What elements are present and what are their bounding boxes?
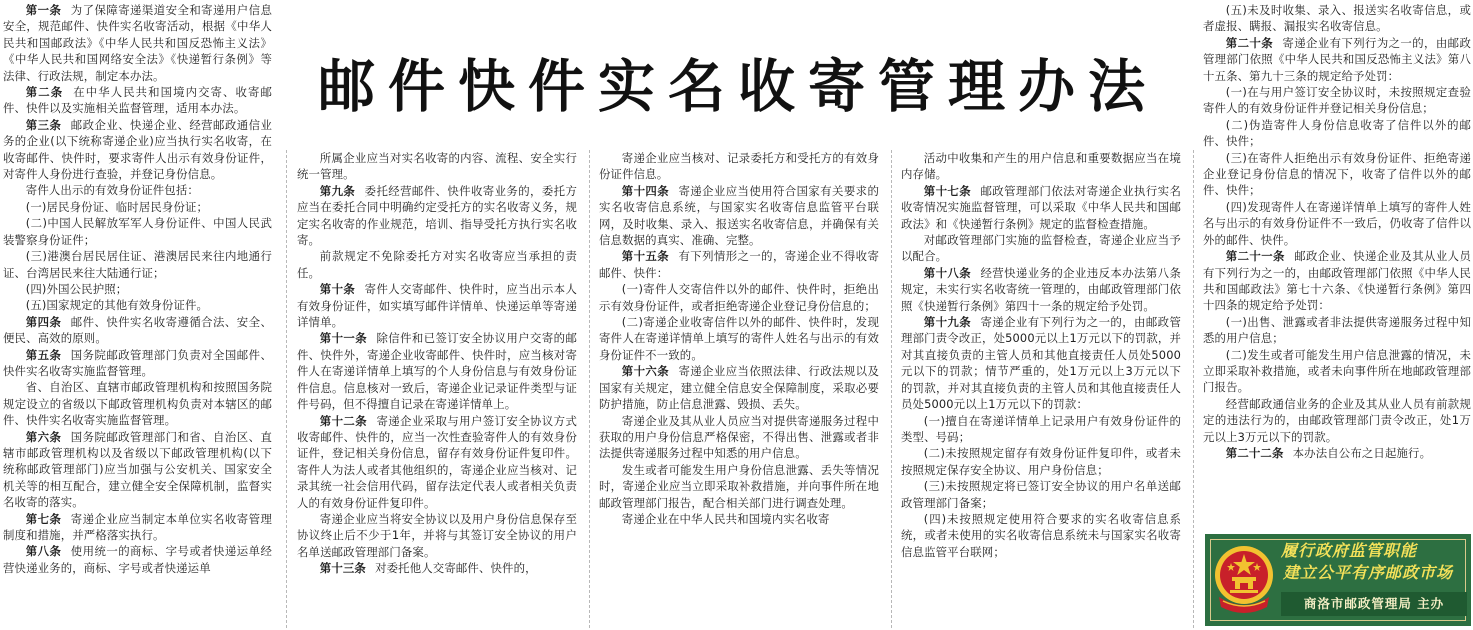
sponsor-banner xyxy=(1205,534,1471,626)
article-paragraph xyxy=(599,248,879,281)
article-text: 对邮政管理部门实施的监督检查，寄递企业应当予以配合。 xyxy=(901,233,1181,264)
article-paragraph xyxy=(1203,396,1471,445)
article-number: 第十五条 xyxy=(621,249,670,264)
column-divider xyxy=(891,150,892,628)
article-text: 寄递企业及其从业人员应当对提供寄递服务过程中获取的用户身份信息严格保密，不得出售、泄露或者非法提供寄递服务过程中知悉的用户信息。 xyxy=(599,413,879,461)
article-number: 第九条 xyxy=(319,183,356,198)
article-number: 第十二条 xyxy=(319,413,368,428)
article-text: (三)在寄件人拒绝出示有效身份证件、拒绝寄递企业登记身份信息的情况下，收寄了信件以外的邮件、快件； xyxy=(1203,150,1471,198)
article-paragraph xyxy=(901,183,1181,232)
article-paragraph xyxy=(901,413,1181,446)
article-paragraph xyxy=(3,248,272,281)
article-text: 国务院邮政管理部门负责对全国邮件、快件实名收寄实施监督管理。 xyxy=(3,347,272,378)
article-paragraph xyxy=(1203,84,1471,117)
article-text: 有下列情形之一的，寄递企业不得收寄邮件、快件： xyxy=(599,249,879,280)
article-text: 寄递企业应当制定本单位实名收寄管理制度和措施，并严格落实执行。 xyxy=(3,511,272,542)
article-paragraph xyxy=(297,248,577,281)
article-text: 寄递企业在中华人民共和国境内实名收寄 xyxy=(621,511,830,526)
article-column-4 xyxy=(901,150,1181,630)
article-paragraph xyxy=(599,462,879,511)
article-paragraph xyxy=(3,314,272,347)
article-paragraph xyxy=(3,429,272,511)
article-number: 第二十二条 xyxy=(1225,445,1284,460)
national-emblem-icon xyxy=(1211,539,1277,617)
article-text: (一)居民身份证、临时居民身份证； xyxy=(25,199,209,214)
article-text: 国务院邮政管理部门和省、自治区、直辖市邮政管理机构以及省级以下邮政管理机构(以下统称邮政管理部门)应当加强与公安机关、国家安全机关等的相互配合，建立健全安全保障机制，监督实名收寄的落实。 xyxy=(3,429,272,510)
article-paragraph xyxy=(297,281,577,330)
article-number: 第六条 xyxy=(25,429,62,444)
article-paragraph xyxy=(297,183,577,249)
article-number: 第四条 xyxy=(25,314,62,329)
article-text: (二)中国人民解放军军人身份证件、中国人民武装警察身份证件； xyxy=(3,216,272,247)
article-number: 第十七条 xyxy=(923,183,972,198)
article-text: 经营邮政通信业务的企业及其从业人员有前款规定的违法行为的，由邮政管理部门责令改正，处1万元以上3万元以下的罚款。 xyxy=(1203,396,1471,444)
article-number: 第十三条 xyxy=(319,561,366,576)
article-text: 发生或者可能发生用户身份信息泄露、丢失等情况时，寄递企业应当立即采取补救措施，并向事件所在地邮政管理部门报告，配合相关部门进行调查处理。 xyxy=(599,462,879,510)
article-text: 寄递企业采取与用户签订安全协议方式收寄邮件、快件的，应当一次性查验寄件人的有效身份证件，登记相关身份信息，留存有效身份证件复印件。寄件人为法人或者其他组织的，寄递企业应当核对、记录其统一社会信用代码，留存法定代表人或者相关负责人的有效身份证件复印件。 xyxy=(297,413,577,510)
article-paragraph xyxy=(3,511,272,544)
article-paragraph xyxy=(297,511,577,560)
article-paragraph xyxy=(599,511,879,527)
article-text: 邮政企业、快递企业及其从业人员有下列行为之一的，由邮政管理部门依照《中华人民共和国邮政法》第七十六条、《快递暂行条例》第四十四条的规定给予处罚： xyxy=(1203,249,1471,313)
article-paragraph xyxy=(901,232,1181,265)
article-number: 第七条 xyxy=(25,511,62,526)
article-paragraph xyxy=(1203,199,1471,248)
article-text: (二)发生或者可能发生用户信息泄露的情况，未立即采取补救措施，或者未向事件所在地邮政管理部门报告。 xyxy=(1203,347,1471,395)
article-paragraph xyxy=(1203,2,1471,35)
article-text: 邮政管理部门依法对寄递企业执行实名收寄情况实施监督管理，可以采取《中华人民共和国邮政法》和《快递暂行条例》规定的监督检查措施。 xyxy=(901,183,1181,231)
article-text: 前款规定不免除委托方对实名收寄应当承担的责任。 xyxy=(297,249,577,280)
article-paragraph xyxy=(3,199,272,215)
article-paragraph xyxy=(1203,248,1471,314)
article-text: 在中华人民共和国境内交寄、收寄邮件、快件以及实施相关监督管理，适用本办法。 xyxy=(3,85,272,116)
article-number: 第十八条 xyxy=(923,265,972,280)
article-column-3 xyxy=(599,150,879,630)
article-number: 第二条 xyxy=(25,85,64,100)
column-divider xyxy=(589,150,590,628)
article-text: 寄递企业有下列行为之一的，由邮政管理部门依照《中华人民共和国反恐怖主义法》第八十五条、第九十三条的规定给予处罚： xyxy=(1203,35,1471,83)
article-text: (五)未及时收集、录入、报送实名收寄信息，或者虚报、瞒报、漏报实名收寄信息。 xyxy=(1203,3,1471,34)
article-text: 活动中收集和产生的用户信息和重要数据应当在境内存储。 xyxy=(901,151,1181,182)
article-text: 所属企业应当对实名收寄的内容、流程、安全实行统一管理。 xyxy=(297,151,577,182)
article-paragraph xyxy=(599,363,879,412)
article-paragraph xyxy=(3,543,272,576)
slogan-line-2: 建立公平有序邮政市场 xyxy=(1283,563,1454,582)
article-text: 寄递企业应当将安全协议以及用户身份信息保存至协议终止后不少于1年，并将与其签订安全协议的用户名单送邮政管理部门备案。 xyxy=(297,511,577,559)
slogan-line-1: 履行政府监管职能 xyxy=(1281,541,1418,560)
article-number: 第二十一条 xyxy=(1225,249,1285,264)
article-text: (二)未按照规定留存有效身份证件复印件，或者未按照规定保存安全协议、用户身份信息； xyxy=(901,446,1181,477)
column-divider xyxy=(1193,150,1194,628)
article-text: 本办法自公布之日起施行。 xyxy=(1292,445,1432,460)
article-paragraph xyxy=(1203,150,1471,199)
article-paragraph xyxy=(901,478,1181,511)
article-paragraph xyxy=(901,511,1181,560)
article-number: 第十一条 xyxy=(319,331,368,346)
article-number: 第三条 xyxy=(25,117,62,132)
article-text: (一)在与用户签订安全协议时，未按照规定查验寄件人的有效身份证件并登记相关身份信息； xyxy=(1203,85,1471,116)
article-text: (四)外国公民护照； xyxy=(25,281,128,296)
article-number: 第十四条 xyxy=(621,183,670,198)
article-paragraph xyxy=(599,281,879,314)
article-paragraph xyxy=(901,150,1181,183)
article-paragraph xyxy=(901,314,1181,412)
article-text: 除信件和已签订安全协议用户交寄的邮件、快件外，寄递企业收寄邮件、快件时，应当核对寄件人在寄递详情单上填写的个人身份信息与有效身份证件信息。信息核对一致后，寄递企业记录证件类型与证件号码，但不得擅自记录在寄递详情单上。 xyxy=(297,331,577,412)
article-column-2 xyxy=(297,150,577,630)
article-number: 第十条 xyxy=(319,282,356,297)
banner-slogan xyxy=(1281,540,1465,584)
article-text: 使用统一的商标、字号或者快递运单经营快递业务的，商标、字号或者快递运单 xyxy=(3,544,272,575)
article-paragraph xyxy=(901,445,1181,478)
article-column-5 xyxy=(1203,2,1471,522)
article-paragraph xyxy=(297,330,577,412)
article-text: 邮政企业、快递企业、经营邮政通信业务的企业(以下统称寄递企业)应当执行实名收寄，在收寄邮件、快件时，要求寄件人出示有效身份证件，对寄件人身份进行查验，并登记身份信息。 xyxy=(3,117,272,182)
article-paragraph xyxy=(599,314,879,363)
column-divider xyxy=(286,150,287,628)
article-paragraph xyxy=(1203,347,1471,396)
article-number: 第五条 xyxy=(25,347,62,362)
article-paragraph xyxy=(3,281,272,297)
article-text: 对委托他人交寄邮件、快件的， xyxy=(375,561,537,576)
article-paragraph xyxy=(599,150,879,183)
article-number: 第二十条 xyxy=(1225,35,1274,50)
article-text: (五)国家规定的其他有效身份证件。 xyxy=(25,298,209,313)
article-paragraph xyxy=(3,215,272,248)
article-text: (四)未按照规定使用符合要求的实名收寄信息系统，或者未使用的实名收寄信息系统未与国家实名收寄信息监管平台联网； xyxy=(901,511,1181,559)
article-text: (三)未按照规定将已签订安全协议的用户名单送邮政管理部门备案； xyxy=(901,479,1181,510)
article-column-1 xyxy=(3,2,272,630)
article-number: 第十九条 xyxy=(923,315,972,330)
article-paragraph xyxy=(3,297,272,313)
article-text: 寄递企业应当使用符合国家有关要求的实名收寄信息系统，与国家实名收寄信息监管平台联网，及时收集、录入、报送实名收寄信息，并确保有关信息数据的真实、准确、完整。 xyxy=(599,183,879,248)
article-paragraph xyxy=(3,84,272,117)
article-text: 寄件人交寄邮件、快件时，应当出示本人有效身份证件，如实填写邮件详情单、快递运单等寄递详情单。 xyxy=(297,282,577,330)
article-text: 为了保障寄递渠道安全和寄递用户信息安全，规范邮件、快件实名收寄活动，根据《中华人民共和国邮政法》《中华人民共和国反恐怖主义法》《中华人民共和国网络安全法》《快递暂行条例》等法律、行政法规，制定本办法。 xyxy=(3,3,272,83)
article-text: 寄递企业应当核对、记录委托方和受托方的有效身份证件信息。 xyxy=(599,151,879,182)
article-text: (一)寄件人交寄信件以外的邮件、快件时，拒绝出示有效身份证件，或者拒绝寄递企业登记身份信息的； xyxy=(599,282,879,313)
page-title: 邮件快件实名收寄管理办法 xyxy=(318,54,1158,120)
article-text: (二)寄递企业收寄信件以外的邮件、快件时，发现寄件人在寄递详情单上填写的寄件人姓名与出示的有效身份证件不一致的。 xyxy=(599,315,879,362)
article-number: 第八条 xyxy=(25,544,62,559)
article-paragraph xyxy=(297,413,577,511)
article-text: (二)伪造寄件人身份信息收寄了信件以外的邮件、快件； xyxy=(1203,117,1471,149)
article-text: (四)发现寄件人在寄递详情单上填写的寄件人姓名与出示的有效身份证件不一致后，仍收寄了信件以外的邮件、快件。 xyxy=(1203,199,1471,247)
article-paragraph xyxy=(1203,314,1471,347)
article-paragraph xyxy=(599,183,879,249)
article-text: 寄递企业有下列行为之一的，由邮政管理部门责令改正，处5000元以上1万元以下的罚款，并对其直接负责的主管人员和其他直接责任人员处5000元以下的罚款；情节严重的，处1万元以上3万元以下的罚款，并对其直接负责的主管人员和其他直接责任人员处5000元以上1万元以下的罚款： xyxy=(901,315,1181,412)
article-paragraph xyxy=(1203,35,1471,84)
article-text: 经营快递业务的企业违反本办法第八条规定，未实行实名收寄统一管理的，由邮政管理部门依照《快递暂行条例》第四十一条的规定给予处罚。 xyxy=(901,265,1181,313)
article-paragraph xyxy=(3,182,272,198)
article-paragraph xyxy=(3,379,272,428)
article-text: 省、自治区、直辖市邮政管理机构和按照国务院规定设立的省级以下邮政管理机构负责对本辖区的邮件、快件实名收寄实施监督管理。 xyxy=(3,380,272,428)
article-paragraph xyxy=(599,413,879,462)
article-text: 寄递企业应当依照法律、行政法规以及国家有关规定，建立健全信息安全保障制度，采取必要防护措施，防止信息泄露、毁损、丢失。 xyxy=(599,364,879,412)
article-paragraph xyxy=(1203,445,1471,461)
sponsor-label: 商洛市邮政管理局 主办 xyxy=(1281,592,1467,616)
article-text: 邮件、快件实名收寄遵循合法、安全、便民、高效的原则。 xyxy=(3,314,272,346)
article-paragraph xyxy=(3,117,272,183)
article-text: 寄件人出示的有效身份证件包括： xyxy=(25,183,199,198)
article-paragraph xyxy=(1203,117,1471,150)
article-paragraph xyxy=(297,150,577,183)
article-paragraph xyxy=(901,265,1181,314)
article-number: 第一条 xyxy=(25,3,62,17)
article-text: (一)出售、泄露或者非法提供寄递服务过程中知悉的用户信息； xyxy=(1203,314,1471,346)
article-text: (一)擅自在寄递详情单上记录用户有效身份证件的类型、号码； xyxy=(901,413,1181,444)
article-paragraph xyxy=(297,560,577,576)
article-text: (三)港澳台居民居住证、港澳居民来往内地通行证、台湾居民来往大陆通行证； xyxy=(3,249,272,280)
article-number: 第十六条 xyxy=(621,364,670,379)
article-text: 委托经营邮件、快件收寄业务的，委托方应当在委托合同中明确约定受托方的实名收寄义务，规定实名收寄的作业规范，培训、指导受托方执行实名收寄。 xyxy=(297,183,577,248)
article-paragraph xyxy=(3,347,272,380)
article-paragraph xyxy=(3,2,272,84)
